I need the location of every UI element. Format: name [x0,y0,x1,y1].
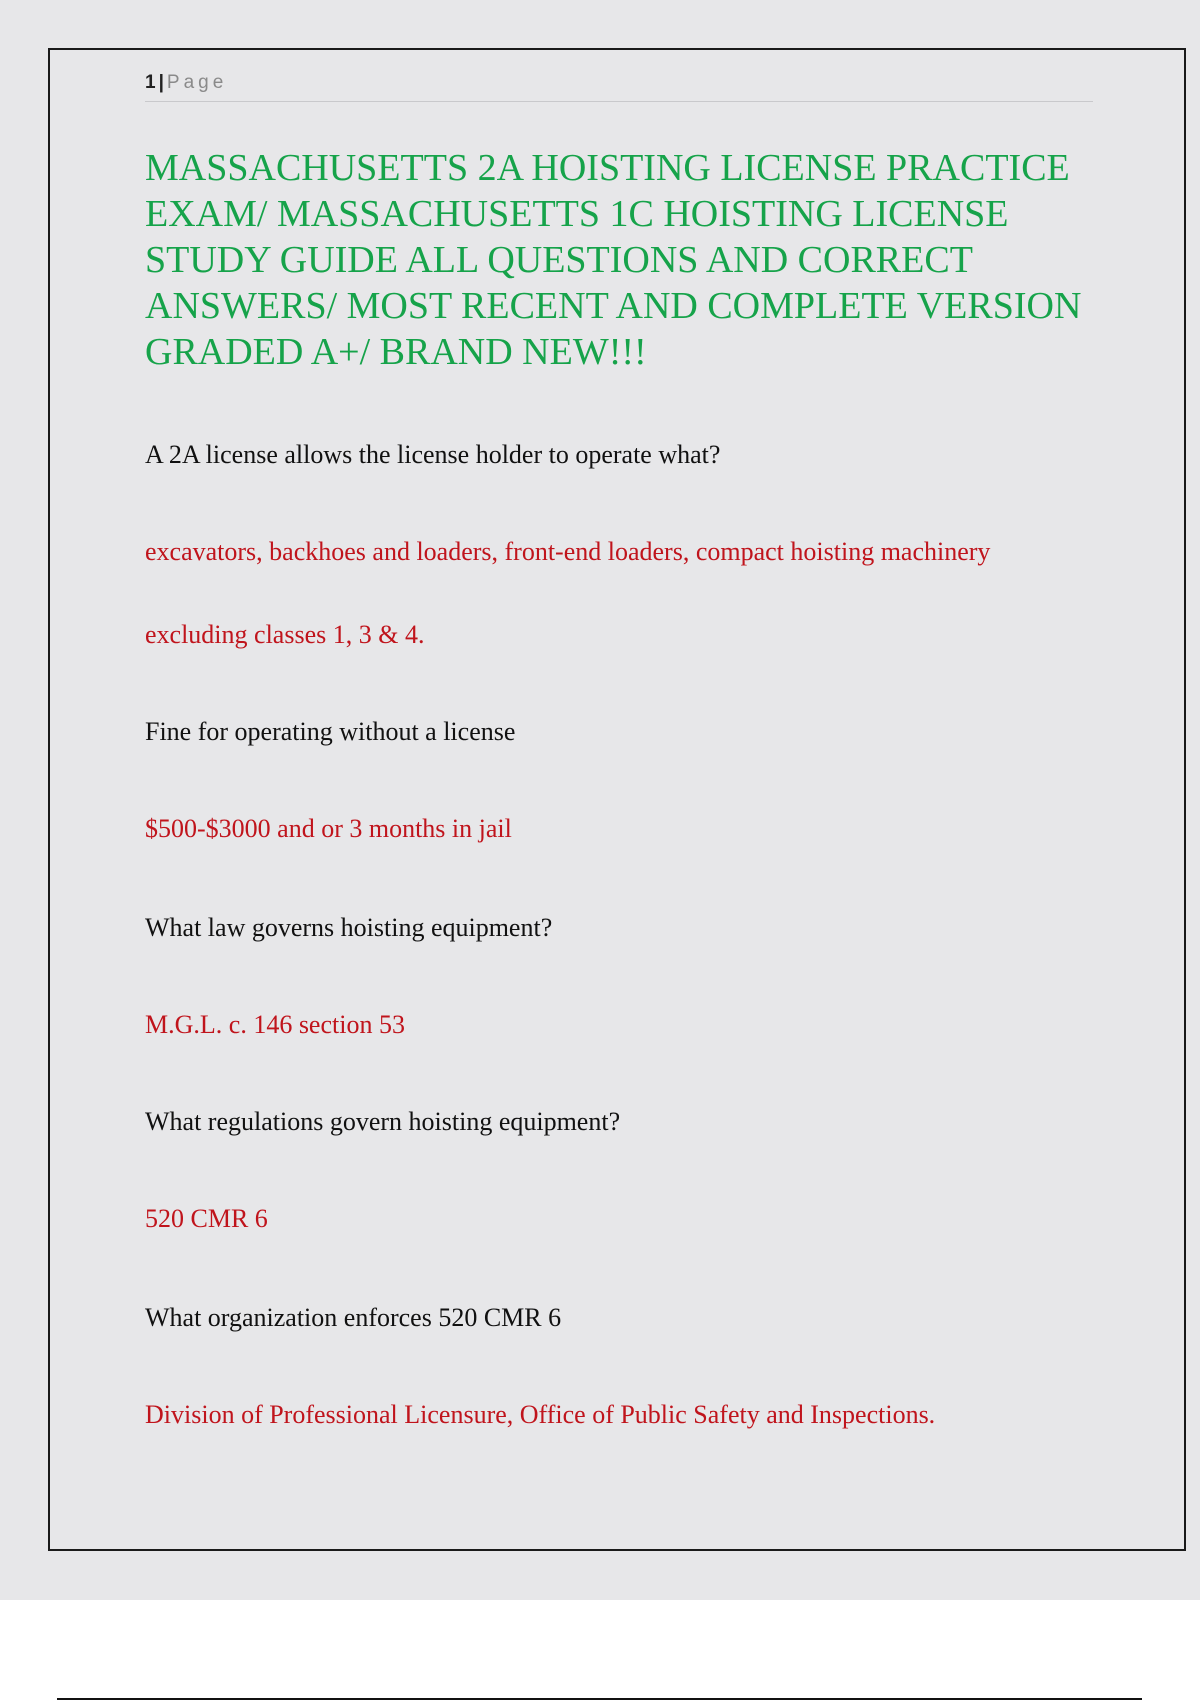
question-5: What organization enforces 520 CMR 6 [145,1303,562,1332]
question-3: What law governs hoisting equipment? [145,913,553,942]
page-label: Page [166,72,228,93]
answer-2: $500-$3000 and or 3 months in jail [145,814,512,843]
answer-1-line-1: excavators, backhoes and loaders, front-end loaders, compact hoisting machinery [145,537,991,566]
answer-3: M.G.L. c. 146 section 53 [145,1010,405,1039]
question-1: A 2A license allows the license holder to operate what? [145,440,721,469]
page-header [145,72,1093,102]
page-number: 1 [145,72,156,93]
question-2: Fine for operating without a license [145,717,516,746]
document-title: MASSACHUSETTS 2A HOISTING LICENSE PRACTICE EXAM/ MASSACHUSETTS 1C HOISTING LICENSE STUDY GUIDE ALL QUESTIONS AND CORRECT ANSWERS/ MOST RECENT AND COMPLETE VERSION GRADED A+/ BRAND NEW!!! [145,147,1082,373]
answer-5: Division of Professional Licensure, Office of Public Safety and Inspections. [145,1400,936,1429]
answer-1-line-2: excluding classes 1, 3 & 4. [145,620,425,649]
question-4: What regulations govern hoisting equipment? [145,1107,621,1136]
header-separator: | [158,72,164,93]
answer-4: 520 CMR 6 [145,1204,268,1233]
